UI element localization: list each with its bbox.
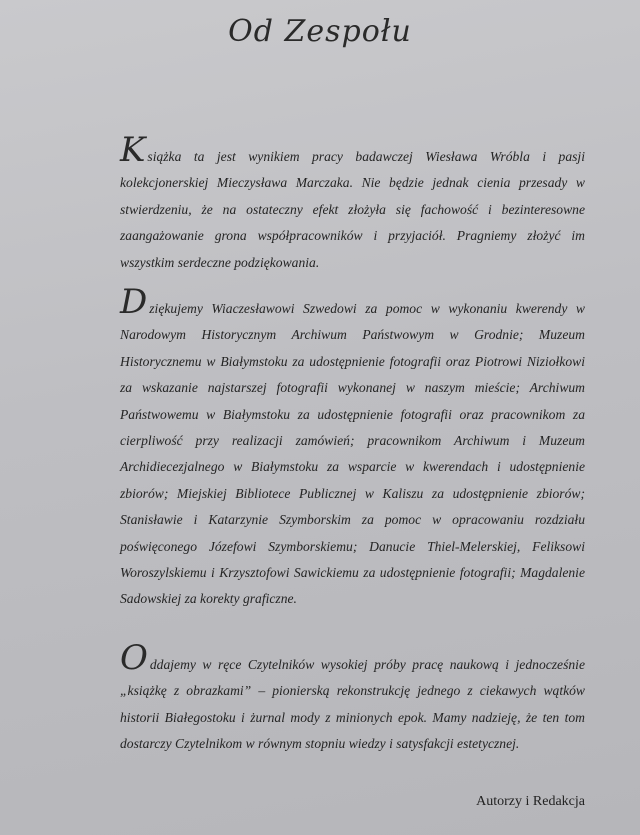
page-title: Od Zespołu xyxy=(228,14,412,49)
drop-cap-initial: D xyxy=(120,282,148,322)
drop-cap-initial: K xyxy=(120,130,146,170)
paragraph-acknowledgements xyxy=(120,282,585,613)
paragraph-closing xyxy=(120,638,585,758)
paragraph-text: ziękujemy Wiaczesławowi Szwedowi za pomoc w wykonaniu kwerendy w Narodowym Historycznym Archiwum Państwowym w Grodnie; Muzeum Historycznemu w Białymstoku za udostępnienie fotografii oraz Piotrowi Niziołkowi za wskazanie najstarszej fotografii wykonanej w naszym mieście; Archiwum Państwowemu w Białymstoku za udostępnienie fotografii oraz pracownikom za cierpliwość przy realizacji zamówień; pracownikom Archiwum i Muzeum Archidiecezjalnego w Białymstoku za wsparcie w kwerendach i udostępnienie zbiorów; Miejskiej Bibliotece Publicznej w Kaliszu za udostępnienie zbiorów; Stanisławie i Katarzynie Szymborskim za pomoc w opracowaniu rozdziału poświęconego Józefowi Szymborskiemu; Danucie Thiel-Melerskiej, Feliksowi Woroszylskiemu i Krzysztofowi Sawickiemu za udostępnienie fotografii; Magdalenie Sadowskiej za korekty graficzne. xyxy=(120,301,585,607)
paragraph-text: siążka ta jest wynikiem pracy badawczej Wiesława Wróbla i pasji kolekcjonerskiej Mieczysława Marczaka. Nie będzie jednak cienia przesady w stwierdzeniu, że na ostateczny efekt złożyła się fachowość i bezinteresowne zaangażowanie grona współpracowników i przyjaciół. Pragniemy złożyć im wszystkim serdeczne podziękowania. xyxy=(120,149,585,270)
paragraph-text: ddajemy w ręce Czytelników wysokiej próby pracę naukową i jednocześnie „książkę z obrazkami” – pionierską rekonstrukcję jednego z ciekawych wątków historii Białegostoku i żurnal mody z minionych epok. Mamy nadzieję, że ten tom dostarczy Czytelnikom w równym stopniu wiedzy i satysfakcji estetycznej. xyxy=(120,657,585,752)
signature: Autorzy i Redakcja xyxy=(476,794,585,809)
paragraph-thanks xyxy=(120,130,585,276)
drop-cap-initial: O xyxy=(120,638,148,678)
